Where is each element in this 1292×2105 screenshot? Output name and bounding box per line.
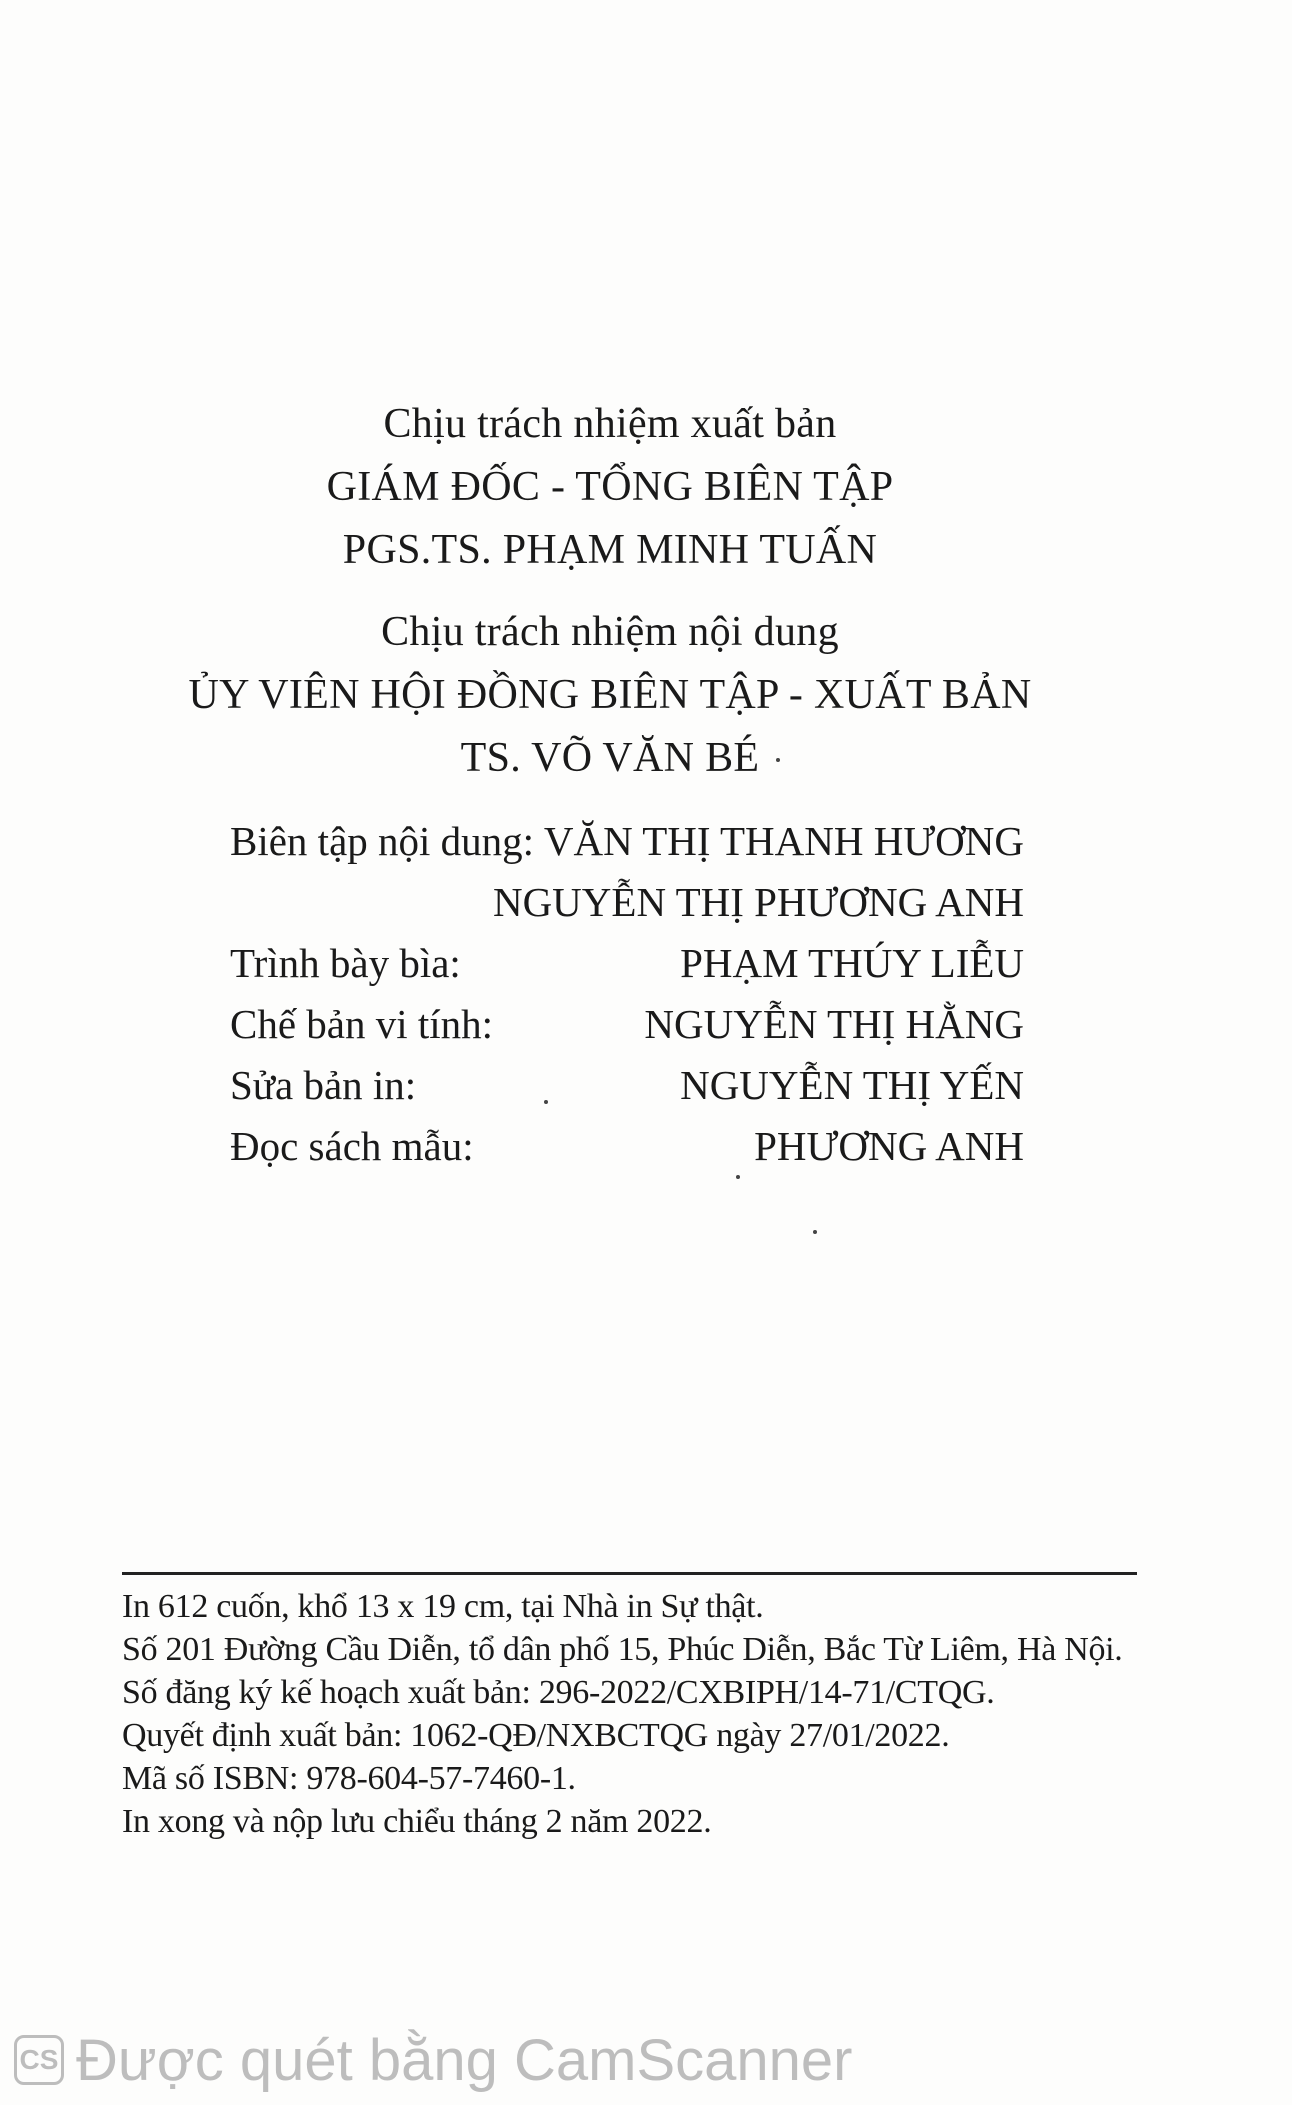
credit-label: Sửa bản in: — [230, 1062, 417, 1108]
credit-value: PHƯƠNG ANH — [754, 1123, 1024, 1169]
credit-value: NGUYỄN THỊ YẾN — [680, 1062, 1024, 1108]
imprint-line: In 612 cuốn, khổ 13 x 19 cm, tại Nhà in Sự thật. — [122, 1588, 764, 1625]
publish-responsibility-heading: Chịu trách nhiệm xuất bản — [383, 401, 837, 447]
imprint-line: Số đăng ký kế hoạch xuất bản: 296-2022/CXBIPH/14-71/CTQG. — [122, 1674, 995, 1711]
scan-speck — [813, 1230, 817, 1234]
credit-label: Chế bản vi tính: — [230, 1001, 494, 1047]
camscanner-logo-icon: CS — [14, 2035, 64, 2085]
content-responsibility-heading: Chịu trách nhiệm nội dung — [381, 609, 839, 655]
credit-label: Trình bày bìa: — [230, 940, 461, 986]
imprint-line: Mã số ISBN: 978-604-57-7460-1. — [122, 1760, 576, 1797]
imprint-line: In xong và nộp lưu chiểu tháng 2 năm 2022. — [122, 1803, 712, 1840]
credit-label: Đọc sách mẫu: — [230, 1123, 474, 1169]
camscanner-watermark — [14, 2025, 853, 2095]
credit-value: PHẠM THÚY LIỄU — [680, 940, 1024, 986]
scan-speck — [736, 1175, 740, 1179]
publish-responsibility-title: GIÁM ĐỐC - TỔNG BIÊN TẬP — [326, 464, 894, 510]
imprint-line: Quyết định xuất bản: 1062-QĐ/NXBCTQG ngày 27/01/2022. — [122, 1717, 950, 1754]
scan-speck — [776, 758, 780, 762]
scan-speck — [544, 1100, 548, 1104]
credit-label: Biên tập nội dung: — [230, 818, 535, 864]
watermark-text: Được quét bằng CamScanner — [76, 2027, 853, 2093]
credit-value: VĂN THỊ THANH HƯƠNG — [543, 818, 1024, 864]
imprint-divider — [122, 1572, 1137, 1575]
credit-value: NGUYỄN THỊ HẰNG — [644, 1001, 1024, 1047]
content-responsibility-name: TS. VÕ VĂN BÉ — [460, 735, 760, 781]
imprint-line: Số 201 Đường Cầu Diễn, tổ dân phố 15, Phúc Diễn, Bắc Từ Liêm, Hà Nội. — [122, 1631, 1123, 1668]
publish-responsibility-name: PGS.TS. PHẠM MINH TUẤN — [342, 527, 878, 573]
credit-value: NGUYỄN THỊ PHƯƠNG ANH — [492, 879, 1024, 925]
content-responsibility-title: ỦY VIÊN HỘI ĐỒNG BIÊN TẬP - XUẤT BẢN — [188, 672, 1032, 718]
